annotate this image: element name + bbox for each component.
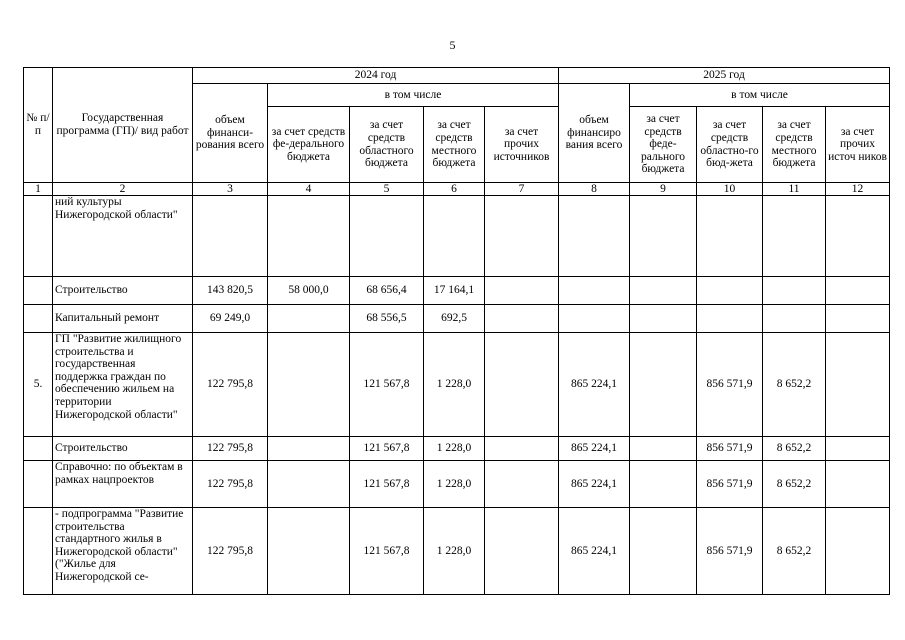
cell-value <box>630 196 697 277</box>
row-name: Справочно: по объектам в рамках нацпроектов <box>53 461 193 508</box>
table-row <box>24 196 890 277</box>
table-row <box>24 508 890 595</box>
header-other-2025: за счет прочих источ ников <box>826 107 890 183</box>
cell-value: 865 224,1 <box>559 508 630 595</box>
row-number <box>24 196 53 277</box>
cell-value <box>559 305 630 333</box>
column-number: 3 <box>193 183 268 196</box>
cell-value <box>350 196 424 277</box>
cell-value <box>826 461 890 508</box>
header-other-2024: за счет прочих источников <box>485 107 559 183</box>
cell-value: 68 656,4 <box>350 277 424 305</box>
row-name: Строительство <box>53 277 193 305</box>
cell-value <box>763 305 826 333</box>
column-number-row <box>24 183 890 196</box>
header-volume-2025: объем финансиро вания всего <box>559 84 630 183</box>
cell-value: 8 652,2 <box>763 333 826 437</box>
row-number <box>24 461 53 508</box>
column-number: 8 <box>559 183 630 196</box>
cell-value: 121 567,8 <box>350 333 424 437</box>
cell-value <box>630 305 697 333</box>
cell-value <box>559 277 630 305</box>
cell-value <box>697 196 763 277</box>
header-year-2024: 2024 год <box>193 68 559 84</box>
row-name: ГП "Развитие жилищного строительства и государственная поддержка граждан по обеспечению жильем на территории Нижегородской области" <box>53 333 193 437</box>
cell-value <box>697 277 763 305</box>
cell-value <box>485 508 559 595</box>
cell-value: 1 228,0 <box>424 461 485 508</box>
header-volume-2024: объем финанси-рования всего <box>193 84 268 183</box>
cell-value: 121 567,8 <box>350 508 424 595</box>
row-number: 5. <box>24 333 53 437</box>
cell-value: 122 795,8 <box>193 508 268 595</box>
column-number: 2 <box>53 183 193 196</box>
cell-value: 865 224,1 <box>559 333 630 437</box>
cell-value: 856 571,9 <box>697 508 763 595</box>
cell-value <box>193 196 268 277</box>
column-number: 7 <box>485 183 559 196</box>
cell-value: 58 000,0 <box>268 277 350 305</box>
cell-value <box>630 508 697 595</box>
column-number: 11 <box>763 183 826 196</box>
table-row <box>24 437 890 461</box>
row-name: Строительство <box>53 437 193 461</box>
column-number: 10 <box>697 183 763 196</box>
cell-value: 68 556,5 <box>350 305 424 333</box>
cell-value <box>268 196 350 277</box>
cell-value: 17 164,1 <box>424 277 485 305</box>
cell-value: 143 820,5 <box>193 277 268 305</box>
table-row <box>24 305 890 333</box>
row-number <box>24 277 53 305</box>
column-number: 12 <box>826 183 890 196</box>
cell-value <box>485 277 559 305</box>
table-row <box>24 277 890 305</box>
cell-value: 856 571,9 <box>697 461 763 508</box>
cell-value: 8 652,2 <box>763 508 826 595</box>
cell-value <box>826 508 890 595</box>
header-year-2025: 2025 год <box>559 68 890 84</box>
cell-value: 856 571,9 <box>697 333 763 437</box>
cell-value <box>630 437 697 461</box>
cell-value <box>697 305 763 333</box>
cell-value <box>826 305 890 333</box>
cell-value <box>485 333 559 437</box>
cell-value <box>485 196 559 277</box>
cell-value <box>630 333 697 437</box>
cell-value <box>630 461 697 508</box>
column-number: 6 <box>424 183 485 196</box>
header-col-number: № п/п <box>24 68 53 183</box>
cell-value: 121 567,8 <box>350 461 424 508</box>
row-number <box>24 508 53 595</box>
header-federal-2025: за счет средств феде-рального бюджета <box>630 107 697 183</box>
cell-value <box>826 277 890 305</box>
header-including-2024: в том числе <box>268 84 559 107</box>
column-number: 4 <box>268 183 350 196</box>
cell-value: 865 224,1 <box>559 437 630 461</box>
header-col-program: Государственная программа (ГП)/ вид работ <box>53 68 193 183</box>
cell-value <box>826 437 890 461</box>
column-number: 1 <box>24 183 53 196</box>
cell-value <box>268 508 350 595</box>
cell-value <box>268 437 350 461</box>
cell-value <box>485 305 559 333</box>
cell-value <box>268 333 350 437</box>
cell-value <box>485 461 559 508</box>
cell-value: 865 224,1 <box>559 461 630 508</box>
cell-value: 856 571,9 <box>697 437 763 461</box>
cell-value: 122 795,8 <box>193 437 268 461</box>
budget-table <box>23 67 890 595</box>
header-including-2025: в том числе <box>630 84 890 107</box>
row-number <box>24 437 53 461</box>
cell-value <box>424 196 485 277</box>
cell-value: 69 249,0 <box>193 305 268 333</box>
cell-value: 121 567,8 <box>350 437 424 461</box>
cell-value: 692,5 <box>424 305 485 333</box>
cell-value <box>826 196 890 277</box>
row-name: Капитальный ремонт <box>53 305 193 333</box>
header-federal-2024: за счет средств фе-дерального бюджета <box>268 107 350 183</box>
cell-value: 1 228,0 <box>424 508 485 595</box>
cell-value: 1 228,0 <box>424 333 485 437</box>
cell-value <box>826 333 890 437</box>
header-local-2024: за счет средств местного бюджета <box>424 107 485 183</box>
cell-value: 8 652,2 <box>763 437 826 461</box>
row-name: - подпрограмма "Развитие строительства стандартного жилья в Нижегородской области" ("Жилье для Нижегородской се- <box>53 508 193 595</box>
cell-value <box>763 196 826 277</box>
table-row <box>24 461 890 508</box>
cell-value: 122 795,8 <box>193 333 268 437</box>
header-regional-2025: за счет средств областно-го бюд-жета <box>697 107 763 183</box>
row-name: ний культуры Нижегородской области" <box>53 196 193 277</box>
cell-value: 8 652,2 <box>763 461 826 508</box>
row-number <box>24 305 53 333</box>
cell-value <box>485 437 559 461</box>
cell-value <box>630 277 697 305</box>
cell-value <box>559 196 630 277</box>
header-local-2025: за счет средств местного бюджета <box>763 107 826 183</box>
column-number: 9 <box>630 183 697 196</box>
cell-value <box>268 461 350 508</box>
cell-value: 122 795,8 <box>193 461 268 508</box>
cell-value: 1 228,0 <box>424 437 485 461</box>
header-regional-2024: за счет средств областного бюджета <box>350 107 424 183</box>
cell-value <box>763 277 826 305</box>
table-row <box>24 333 890 437</box>
cell-value <box>268 305 350 333</box>
column-number: 5 <box>350 183 424 196</box>
page-number: 5 <box>449 38 456 52</box>
